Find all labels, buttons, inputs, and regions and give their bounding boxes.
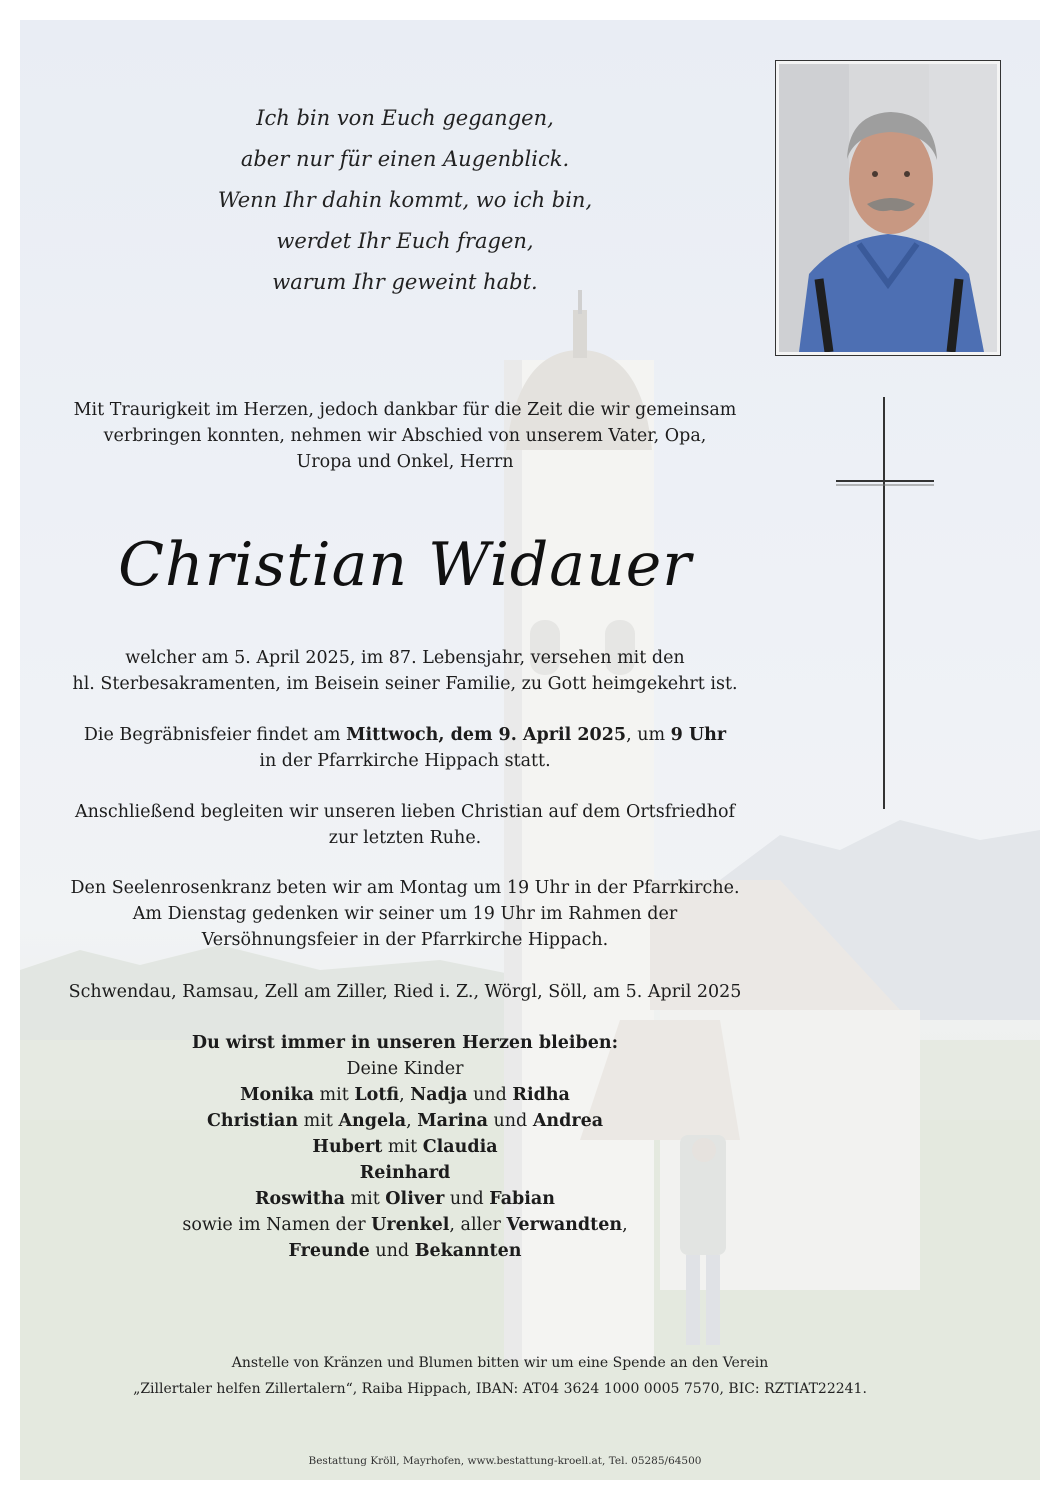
mourner-row [40,1160,770,1186]
mourner-name: Lotfi [354,1085,400,1105]
poem-line: Ich bin von Euch gegangen, [256,106,554,130]
mourner-connector: mit [344,1189,386,1209]
place-date-line: Schwendau, Ramsau, Zell am Ziller, Ried i. Z., Wörgl, Söll, am 5. April 2025 [68,982,742,1002]
funeral-info [40,722,770,774]
mourner-name: Oliver [385,1189,445,1209]
mourner-connector: , [406,1111,418,1131]
mourner-connector: , aller [449,1215,507,1235]
poem-line: aber nur für einen Augenblick. [240,147,570,171]
death-line: hl. Sterbesakramenten, im Beisein seiner Familie, zu Gott heimgekehrt ist. [72,674,738,694]
mourner-row [40,1212,770,1238]
mourner-connector: , [399,1085,411,1105]
death-notice-text [40,645,770,697]
funeral-text: , um [626,725,671,745]
mourner-name: Hubert [312,1137,383,1157]
mourner-name: Verwandten [506,1215,623,1235]
burial-info [40,799,770,851]
poem-line: warum Ihr geweint habt. [272,270,538,294]
funeral-line-1 [40,722,770,748]
mourner-name: Roswitha [255,1189,345,1209]
mourner-name: Marina [417,1111,488,1131]
poem-line: werdet Ihr Euch fragen, [276,229,534,253]
mourner-name: Monika [240,1085,314,1105]
mourner-connector: und [487,1111,533,1131]
deceased-portrait-photo [779,64,997,352]
mourner-connector: und [444,1189,490,1209]
mourner-connector: mit [382,1137,423,1157]
mourner-row [40,1108,770,1134]
mourner-connector: mit [313,1085,355,1105]
mourner-name: Christian [206,1111,299,1131]
funeral-line-2: in der Pfarrkirche Hippach statt. [259,751,551,771]
funeral-text: Die Begräbnisfeier findet am [83,725,347,745]
mourner-connector: und [467,1085,513,1105]
donation-line: Anstelle von Kränzen und Blumen bitten wir um eine Spende an den Verein [231,1355,769,1371]
mourner-name: Reinhard [359,1163,451,1183]
mourner-row [40,1134,770,1160]
place-date [40,979,770,1005]
portrait-frame [775,60,1001,356]
mourner-name: Nadja [410,1085,468,1105]
cross-icon [836,397,934,809]
mourner-row [40,1082,770,1108]
intro-line: verbringen konnten, nehmen wir Abschied von unserem Vater, Opa, [103,426,707,446]
mourner-name: Claudia [422,1137,498,1157]
mourner-name: Urenkel [371,1215,450,1235]
mourner-connector: mit [298,1111,339,1131]
mourner-row [40,1238,770,1264]
rosary-line: Den Seelenrosenkranz beten wir am Montag um 19 Uhr in der Pfarrkirche. [70,878,740,898]
deceased-name: Christian Widauer [118,530,692,600]
mourners-list [40,1030,770,1264]
donation-request [100,1350,900,1402]
poem-line: Wenn Ihr dahin kommt, wo ich bin, [217,188,593,212]
mourner-connector: , [622,1215,628,1235]
mourner-connector: und [369,1241,415,1261]
funeral-home-footer: Bestattung Kröll, Mayrhofen, www.bestattung-kroell.at, Tel. 05285/64500 [308,1455,702,1467]
mourner-name: Bekannten [414,1241,522,1261]
burial-line: zur letzten Ruhe. [328,828,482,848]
mourners-heading-text: Du wirst immer in unseren Herzen bleiben: [191,1033,619,1053]
mourner-connector: sowie im Namen der [182,1215,372,1235]
funeral-time: 9 Uhr [670,725,727,745]
intro-line: Mit Traurigkeit im Herzen, jedoch dankbar für die Zeit die wir gemeinsam [73,400,737,420]
rosary-line: Versöhnungsfeier in der Pfarrkirche Hippach. [201,930,609,950]
intro-line: Uropa und Onkel, Herrn [296,452,514,472]
children-label: Deine Kinder [346,1059,464,1079]
mourner-row [40,1186,770,1212]
mourners-heading [40,1030,770,1056]
donation-line: „Zillertaler helfen Zillertalern“, Raiba Hippach, IBAN: AT04 3624 1000 0005 7570, BIC: RZTIAT22241. [133,1381,867,1397]
rosary-info [40,875,770,953]
obituary-page [20,20,1040,1480]
poem [150,98,660,303]
mourner-name: Angela [338,1111,407,1131]
rosary-line: Am Dienstag gedenken wir seiner um 19 Uhr im Rahmen der [132,904,678,924]
intro-text [40,397,770,475]
death-line: welcher am 5. April 2025, im 87. Lebensjahr, versehen mit den [125,648,685,668]
burial-line: Anschließend begleiten wir unseren lieben Christian auf dem Ortsfriedhof [75,802,735,822]
mourner-name: Ridha [512,1085,570,1105]
mourner-name: Fabian [489,1189,555,1209]
mourner-name: Andrea [532,1111,604,1131]
mourner-name: Freunde [288,1241,370,1261]
funeral-date: Mittwoch, dem 9. April 2025 [346,725,627,745]
